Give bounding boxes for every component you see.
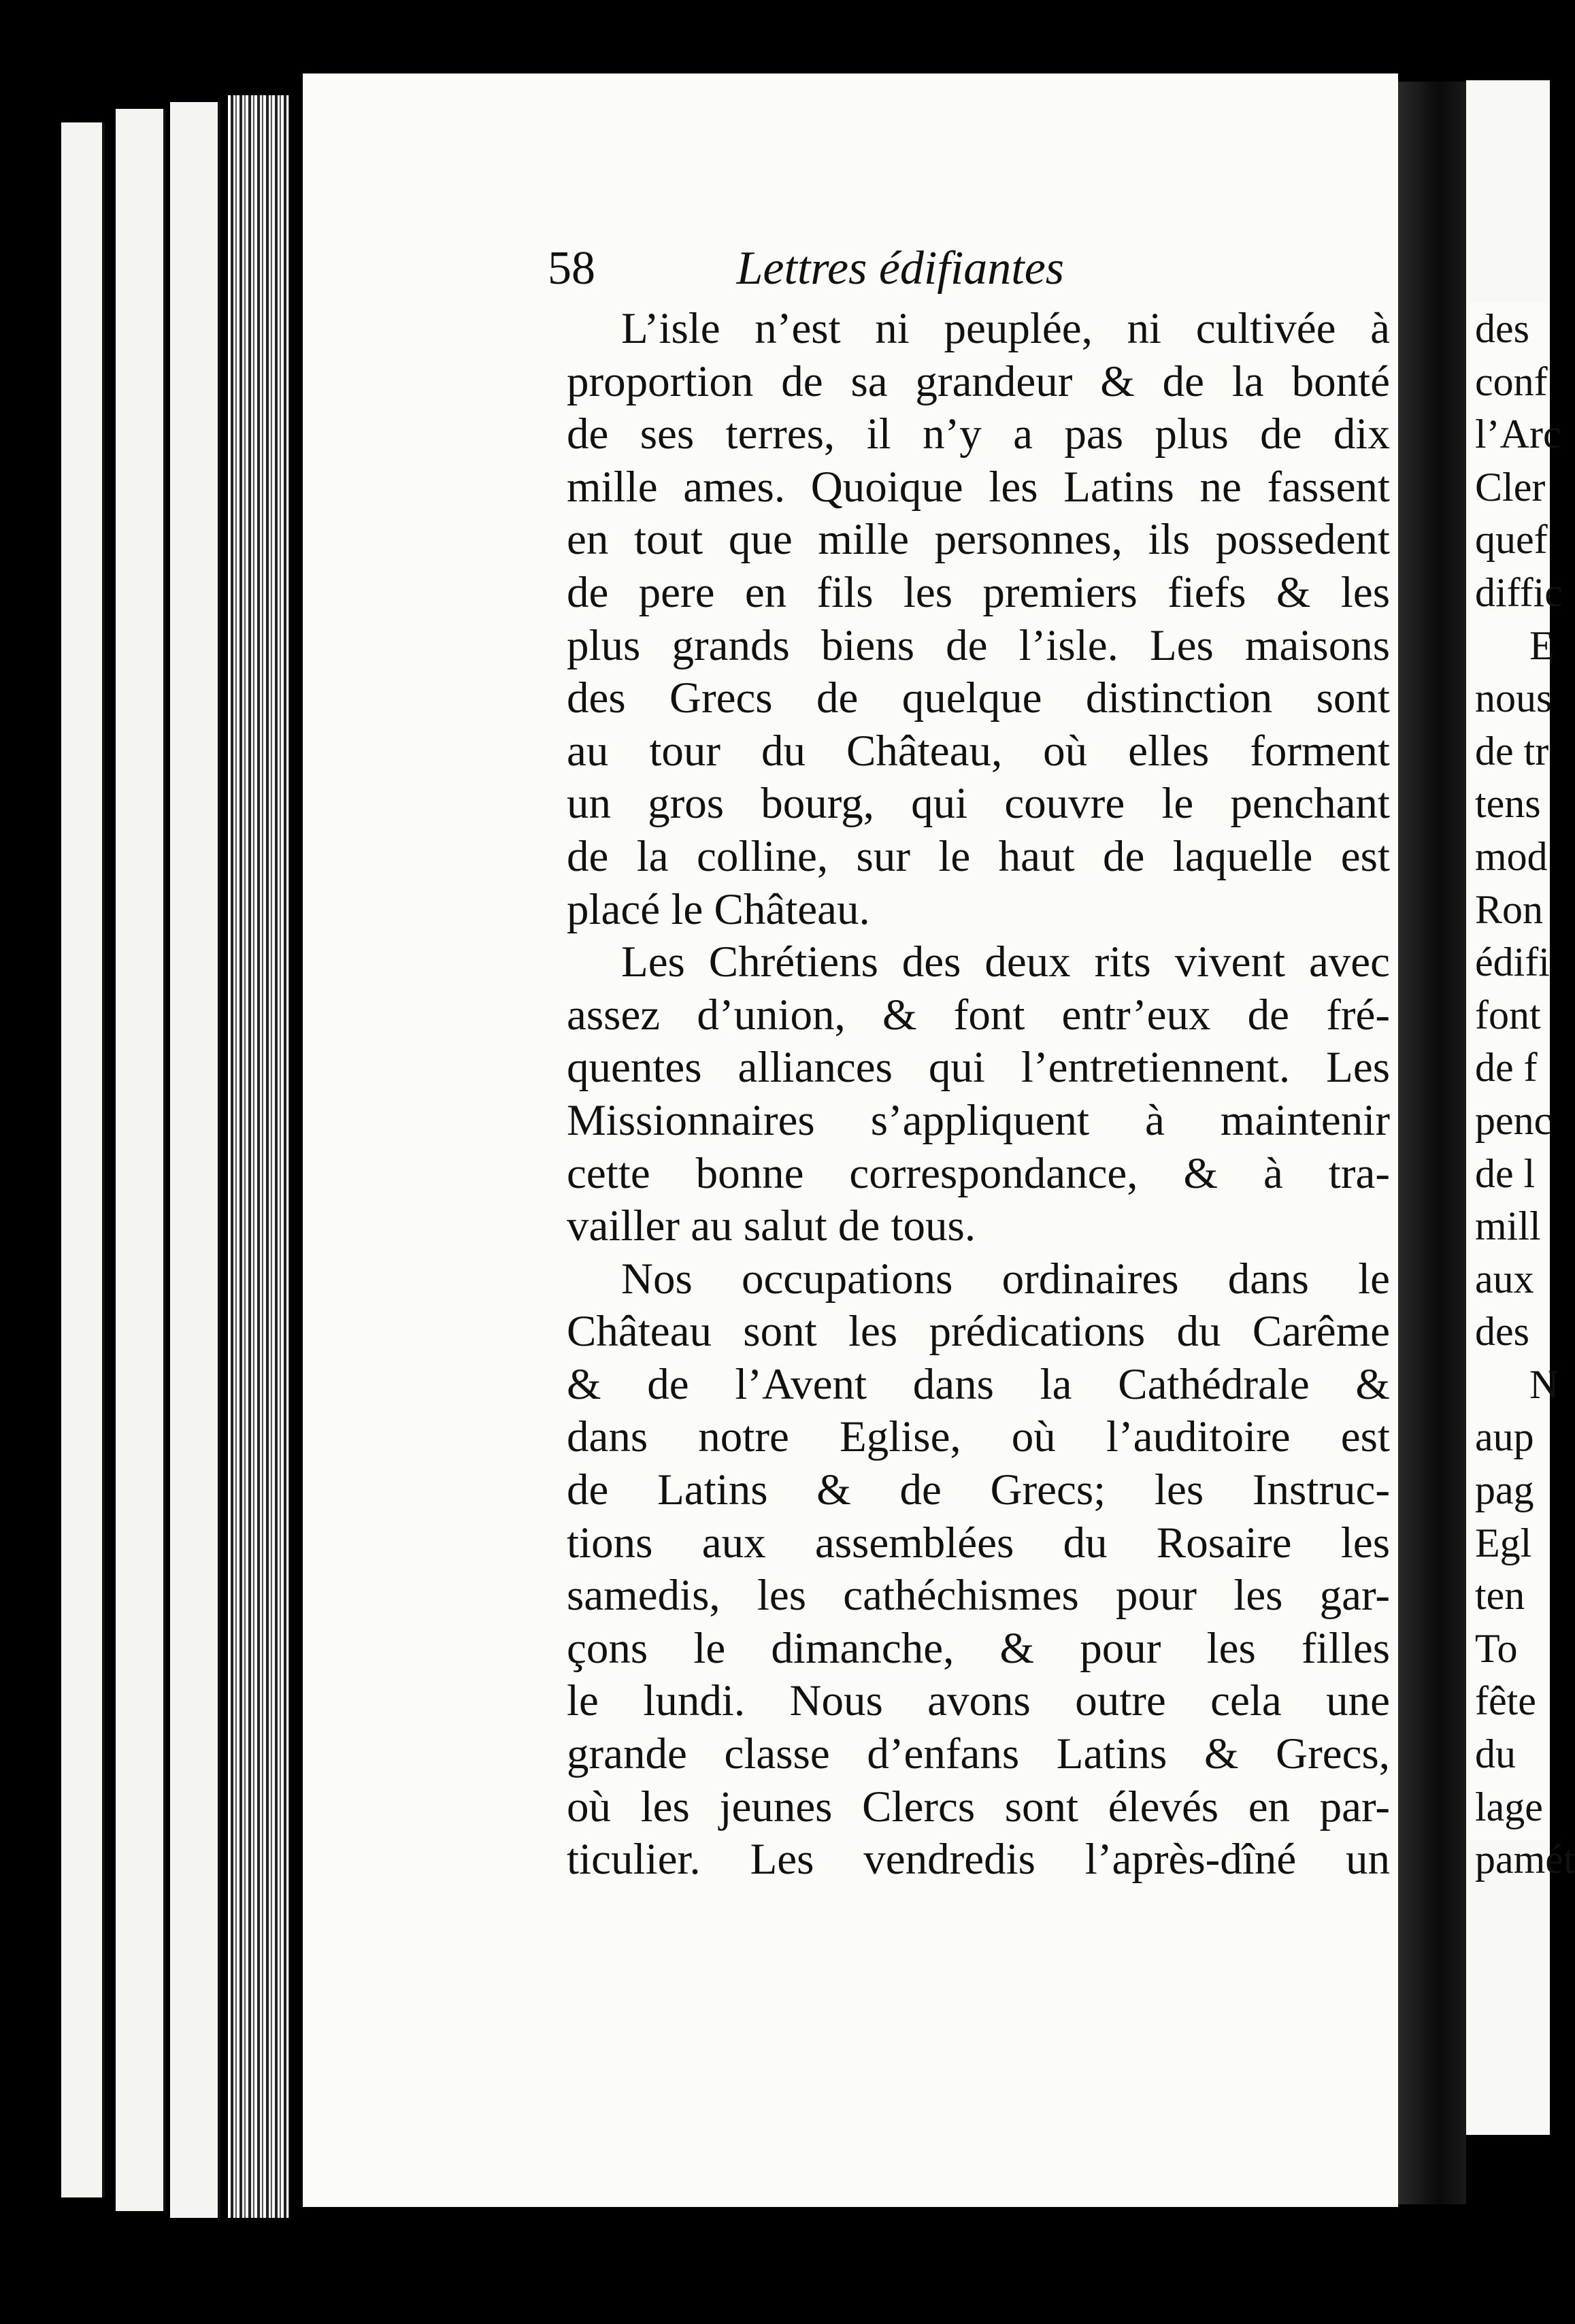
text-line: mille ames. Quoique les Latins ne fassent xyxy=(567,462,1390,512)
text-line: un gros bourg, qui couvre le penchant xyxy=(567,779,1390,829)
facing-text-line: quef xyxy=(1475,517,1548,563)
page-edge xyxy=(170,102,220,2218)
facing-text-line: nous xyxy=(1475,676,1553,721)
facing-text-line: Ron xyxy=(1475,886,1544,932)
page-number: 58 xyxy=(548,242,595,295)
page-block-edge xyxy=(228,95,289,2218)
text-line: où les jeunes Clercs sont élevés en par- xyxy=(567,1782,1390,1831)
text-line: assez d’union, & font entr’eux de fré- xyxy=(567,990,1390,1040)
facing-text-line: aup xyxy=(1475,1414,1534,1460)
facing-text-line: tens xyxy=(1475,781,1541,827)
book-page-edges xyxy=(54,95,299,2218)
facing-text-line: conf xyxy=(1475,359,1548,404)
running-title: Lettres édifiantes xyxy=(736,242,1065,295)
facing-text-line: du xyxy=(1475,1731,1516,1777)
body-text xyxy=(567,303,1390,1887)
text-line: de pere en fils les premiers fiefs & les xyxy=(567,567,1390,617)
text-line: au tour du Château, où elles forment xyxy=(567,726,1390,776)
text-line: Missionnaires s’appliquent à maintenir xyxy=(567,1095,1390,1145)
text-line: Château sont les prédications du Carême xyxy=(567,1307,1390,1357)
facing-text-line: l’Arc xyxy=(1475,412,1561,457)
text-line: placé le Château. xyxy=(567,884,870,934)
facing-text-line: mill xyxy=(1475,1204,1541,1249)
facing-text-line: des xyxy=(1475,1309,1529,1355)
facing-text-line: diffic xyxy=(1475,569,1563,615)
text-line: de ses terres, il n’y a pas plus de dix xyxy=(567,410,1390,459)
text-line: le lundi. Nous avons outre cela une xyxy=(567,1676,1390,1726)
text-line: & de l’Avent dans la Cathédrale & xyxy=(567,1359,1390,1409)
facing-text-line: Cler xyxy=(1475,464,1546,510)
text-line: plus grands biens de l’isle. Les maisons xyxy=(567,620,1390,670)
facing-text-line: Egl xyxy=(1475,1520,1532,1565)
facing-text-line: de l xyxy=(1475,1150,1536,1196)
text-line: L’isle n’est ni peuplée, ni cultivée à xyxy=(621,304,1390,353)
page-edge xyxy=(61,122,105,2197)
text-line: proportion de sa grandeur & de la bonté xyxy=(567,356,1390,406)
page-header xyxy=(548,242,1064,296)
text-line: Nos occupations ordinaires dans le xyxy=(621,1254,1390,1304)
facing-text-line: fête xyxy=(1475,1678,1536,1724)
facing-text-line: font xyxy=(1475,992,1541,1038)
text-line: Les Chrétiens des deux rits vivent avec xyxy=(621,937,1390,987)
text-line: ticulier. Les vendredis l’après-dîné un xyxy=(567,1835,1390,1885)
facing-text-line: ten xyxy=(1475,1573,1525,1618)
text-line: grande classe d’enfans Latins & Grecs, xyxy=(567,1729,1390,1779)
facing-text-line: penc xyxy=(1475,1097,1553,1143)
page-edge xyxy=(116,109,166,2211)
text-line: de la colline, sur le haut de laquelle est xyxy=(567,831,1390,881)
text-line: en tout que mille personnes, ils possedent xyxy=(567,515,1390,565)
text-line: de Latins & de Grecs; les Instruc- xyxy=(567,1465,1390,1515)
text-line: tions aux assemblées du Rosaire les xyxy=(567,1518,1390,1567)
facing-text-line: lage xyxy=(1475,1784,1543,1829)
facing-text-line: des xyxy=(1475,306,1529,351)
facing-text-line: édifi xyxy=(1475,940,1550,985)
facing-text-line: N xyxy=(1529,1361,1559,1407)
facing-text-line: aux xyxy=(1475,1256,1534,1301)
text-line: quentes alliances qui l’entretiennent. Les xyxy=(567,1043,1390,1093)
text-line: vailler au salut de tous. xyxy=(567,1201,976,1251)
facing-text-line: pag xyxy=(1475,1467,1534,1513)
facing-page-text xyxy=(1470,303,1575,1882)
text-line: çons le dimanche, & pour les filles xyxy=(567,1623,1390,1673)
facing-text-line: pamét xyxy=(1475,1837,1575,1882)
facing-text-line: To xyxy=(1475,1625,1518,1671)
facing-text-line: de f xyxy=(1475,1045,1538,1091)
facing-text-line: de tr xyxy=(1475,728,1549,774)
text-line: samedis, les cathéchismes pour les gar- xyxy=(567,1571,1390,1621)
facing-text-line: E xyxy=(1529,622,1555,668)
book-gutter xyxy=(1398,82,1466,2204)
text-line: des Grecs de quelque distinction sont xyxy=(567,674,1390,723)
facing-text-line: mod xyxy=(1475,833,1548,879)
text-line: cette bonne correspondance, & à tra- xyxy=(567,1148,1390,1198)
text-line: dans notre Eglise, où l’auditoire est xyxy=(567,1412,1390,1462)
